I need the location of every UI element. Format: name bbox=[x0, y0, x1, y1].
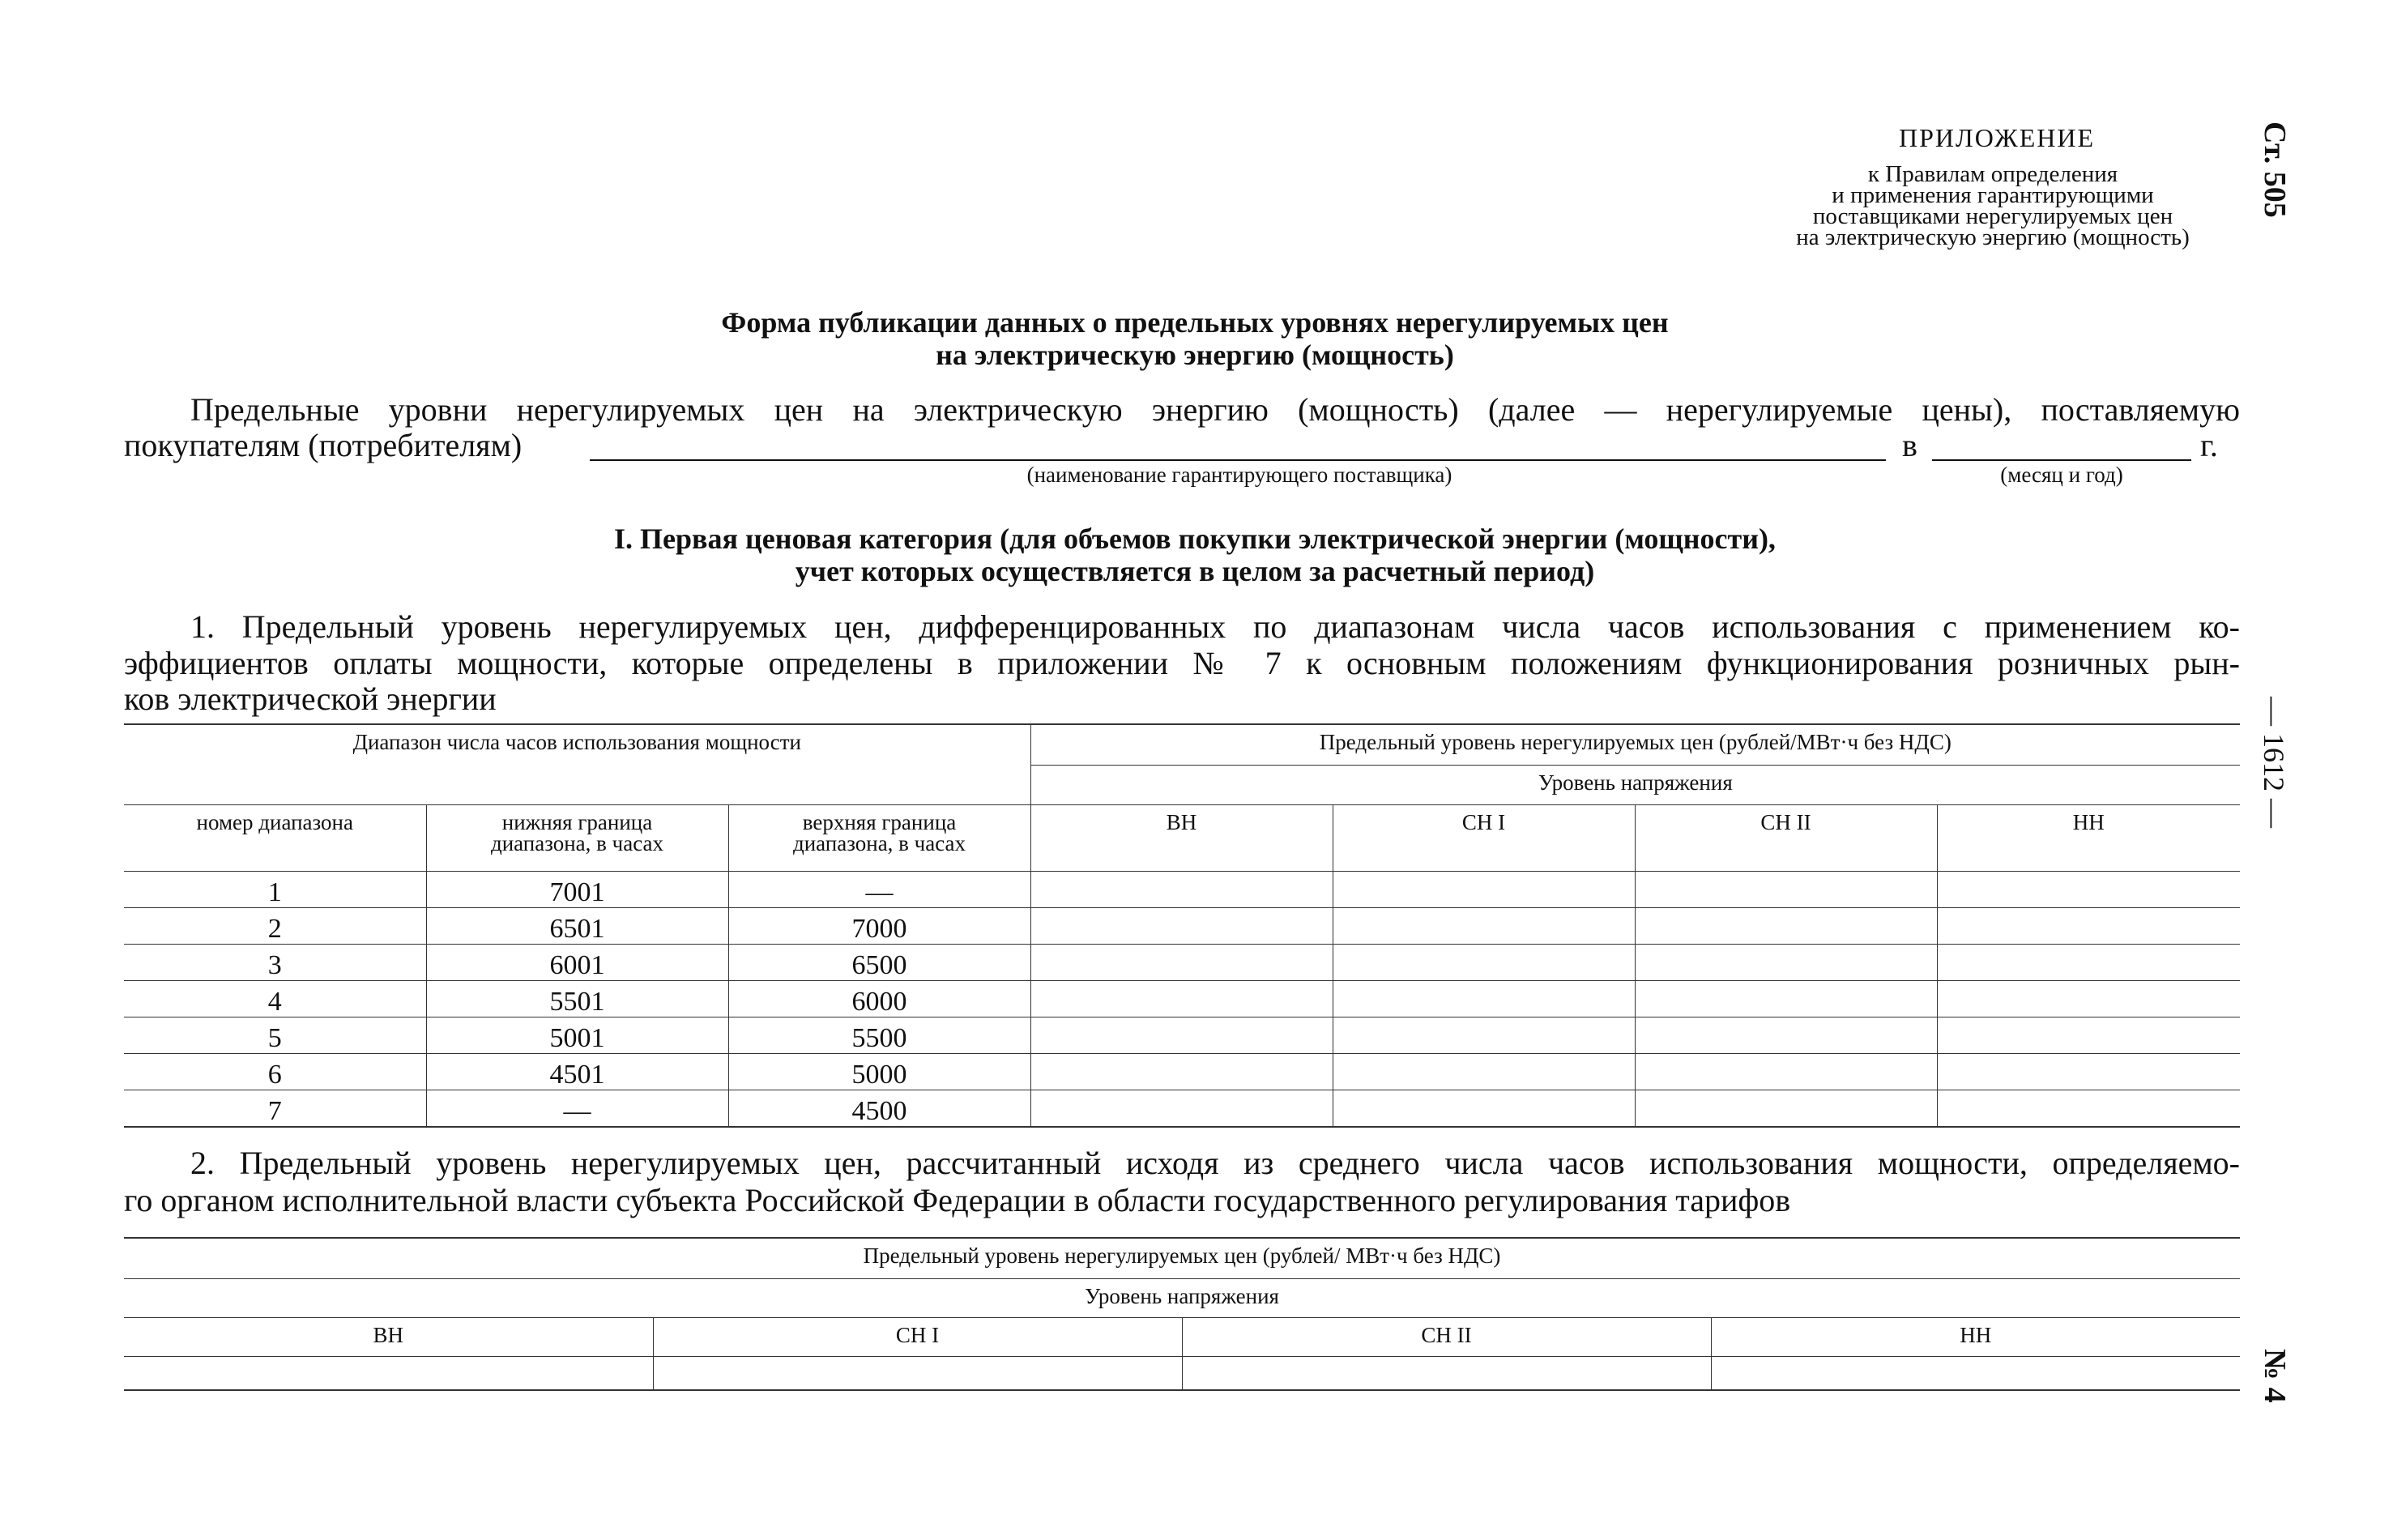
item2-line-1: 2. Предельный уровень нерегулируемых цен, рассчитанный исходя из среднего числа часов использования мощности, определяемо- bbox=[190, 1145, 2240, 1181]
range-lower: 4501 bbox=[426, 1053, 728, 1090]
table-row bbox=[124, 980, 2240, 1017]
range-number: 4 bbox=[124, 980, 426, 1017]
range-lower: 6501 bbox=[426, 907, 728, 944]
table-row bbox=[124, 1090, 2240, 1127]
price-cell[interactable] bbox=[1635, 1090, 1937, 1127]
price-cell[interactable] bbox=[124, 1356, 653, 1390]
appendix-title: ПРИЛОЖЕНИЕ bbox=[1898, 123, 2095, 152]
price-cell[interactable] bbox=[1030, 944, 1333, 980]
col-lower-header: нижняя граница диапазона, в часах bbox=[426, 804, 728, 871]
appendix-subtitle bbox=[1709, 161, 2276, 250]
voltage-vn-header: ВН bbox=[1030, 804, 1333, 871]
form-title-line: Форма публикации данных о предельных уровнях нерегулируемых цен bbox=[721, 306, 1669, 339]
table-row bbox=[124, 871, 2240, 907]
col-upper-header: верхняя граница диапазона, в часах bbox=[728, 804, 1030, 871]
in-word: в bbox=[1902, 427, 1917, 463]
price-cell[interactable] bbox=[1937, 980, 2240, 1017]
range-upper: 4500 bbox=[728, 1090, 1030, 1127]
price-cell[interactable] bbox=[1937, 871, 2240, 907]
range-lower: — bbox=[426, 1090, 728, 1127]
range-lower: 6001 bbox=[426, 944, 728, 980]
price-cell[interactable] bbox=[1333, 1017, 1635, 1053]
range-header: Диапазон числа часов использования мощности bbox=[124, 724, 1030, 804]
range-number: 2 bbox=[124, 907, 426, 944]
range-lower: 5001 bbox=[426, 1017, 728, 1053]
range-upper: 5500 bbox=[728, 1017, 1030, 1053]
price-cell[interactable] bbox=[1937, 1090, 2240, 1127]
price-header-2: Предельный уровень нерегулируемых цен (рублей/ МВт·ч без НДС) bbox=[863, 1244, 1501, 1268]
table-row bbox=[124, 907, 2240, 944]
price-cell[interactable] bbox=[1635, 871, 1937, 907]
range-upper: 6000 bbox=[728, 980, 1030, 1017]
voltage-sn1-header-2: СН I bbox=[653, 1317, 1182, 1356]
voltage-header-2: Уровень напряжения bbox=[124, 1278, 2240, 1317]
intro-line-1: Предельные уровни нерегулируемых цен на электрическую энергию (мощность) (далее — нерегулируемые цены), поставляемую bbox=[190, 391, 2240, 428]
price-cell[interactable] bbox=[1030, 1053, 1333, 1090]
price-cell[interactable] bbox=[1635, 1053, 1937, 1090]
price-cell[interactable] bbox=[1635, 980, 1937, 1017]
price-cell[interactable] bbox=[1030, 980, 1333, 1017]
range-upper: 5000 bbox=[728, 1053, 1030, 1090]
price-cell[interactable] bbox=[1333, 907, 1635, 944]
price-cell[interactable] bbox=[1030, 871, 1333, 907]
range-lower: 5501 bbox=[426, 980, 728, 1017]
month-caption: (месяц и год) bbox=[2000, 463, 2123, 487]
range-number: 1 bbox=[124, 871, 426, 907]
price-cell[interactable] bbox=[1937, 944, 2240, 980]
voltage-header: Уровень напряжения bbox=[1030, 765, 2240, 804]
range-upper: 7000 bbox=[728, 907, 1030, 944]
price-cell[interactable] bbox=[1030, 1090, 1333, 1127]
table-row bbox=[124, 1017, 2240, 1053]
price-cell[interactable] bbox=[1937, 1053, 2240, 1090]
intro-line-2-start: покупателям (потребителям) bbox=[124, 427, 523, 463]
page-number: — 1612 — bbox=[2258, 697, 2290, 828]
range-lower: 7001 bbox=[426, 871, 728, 907]
item1-line-3: ков электрической энергии bbox=[124, 680, 497, 717]
voltage-sn2-header: СН II bbox=[1635, 804, 1937, 871]
range-number: 5 bbox=[124, 1017, 426, 1053]
price-cell[interactable] bbox=[1635, 944, 1937, 980]
table-row bbox=[124, 1053, 2240, 1090]
price-cell[interactable] bbox=[1635, 907, 1937, 944]
range-number: 3 bbox=[124, 944, 426, 980]
range-number: 7 bbox=[124, 1090, 426, 1127]
article-number: Ст. 505 bbox=[2258, 122, 2292, 218]
price-cell[interactable] bbox=[653, 1356, 1182, 1390]
price-cell[interactable] bbox=[1937, 907, 2240, 944]
price-range-table bbox=[124, 723, 2240, 1128]
supplier-caption: (наименование гарантирующего поставщика) bbox=[1026, 463, 1452, 487]
range-number: 6 bbox=[124, 1053, 426, 1090]
range-upper: 6500 bbox=[728, 944, 1030, 980]
price-cell[interactable] bbox=[1030, 907, 1333, 944]
price-cell[interactable] bbox=[1937, 1017, 2240, 1053]
price-cell[interactable] bbox=[1333, 1090, 1635, 1127]
voltage-sn1-header: СН I bbox=[1333, 804, 1635, 871]
appendix-line: и применения гарантирующими bbox=[1832, 182, 2154, 208]
form-title-line: на электрическую энергию (мощность) bbox=[936, 339, 1454, 371]
voltage-sn2-header-2: СН II bbox=[1182, 1317, 1711, 1356]
appendix-line: поставщиками нерегулируемых цен bbox=[1812, 203, 2173, 229]
range-upper: — bbox=[728, 871, 1030, 907]
col-number-header: номер диапазона bbox=[124, 804, 426, 871]
voltage-vn-header-2: ВН bbox=[124, 1317, 653, 1356]
form-title bbox=[122, 306, 2268, 371]
table-row bbox=[124, 944, 2240, 980]
price-cell[interactable] bbox=[1711, 1356, 2240, 1390]
item1-line-1: 1. Предельный уровень нерегулируемых цен, дифференцированных по диапазонам числа часов использования с применением ко- bbox=[190, 608, 2240, 645]
appendix-line: на электрическую энергию (мощность) bbox=[1796, 224, 2190, 250]
issue-number: № 4 bbox=[2258, 1349, 2292, 1403]
section-title-line: I. Первая ценовая категория (для объемов покупки электрической энергии (мощности), bbox=[614, 523, 1776, 555]
price-cell[interactable] bbox=[1333, 944, 1635, 980]
price-cell[interactable] bbox=[1333, 1053, 1635, 1090]
average-price-table bbox=[124, 1237, 2240, 1391]
supplier-name-field[interactable] bbox=[590, 427, 1886, 461]
price-cell[interactable] bbox=[1333, 980, 1635, 1017]
voltage-nn-header: НН bbox=[1937, 804, 2240, 871]
price-cell[interactable] bbox=[1635, 1017, 1937, 1053]
price-cell[interactable] bbox=[1333, 871, 1635, 907]
price-cell[interactable] bbox=[1030, 1017, 1333, 1053]
year-word: г. bbox=[2200, 427, 2218, 463]
voltage-nn-header-2: НН bbox=[1711, 1317, 2240, 1356]
table-row bbox=[124, 1356, 2240, 1390]
section-title bbox=[122, 523, 2268, 587]
price-cell[interactable] bbox=[1182, 1356, 1711, 1390]
appendix-line: к Правилам определения bbox=[1867, 161, 2118, 187]
item2-line-2: го органом исполнительной власти субъекта Российской Федерации в области государственного регулирования тарифов bbox=[124, 1182, 1791, 1218]
item1-line-2: эффициентов оплаты мощности, которые определены в приложении № 7 к основным положениям функционирования розничных рын- bbox=[124, 645, 2240, 681]
month-year-field[interactable] bbox=[1932, 427, 2191, 461]
price-header: Предельный уровень нерегулируемых цен (рублей/МВт·ч без НДС) bbox=[1030, 724, 2240, 765]
section-title-line: учет которых осуществляется в целом за расчетный период) bbox=[795, 555, 1595, 587]
